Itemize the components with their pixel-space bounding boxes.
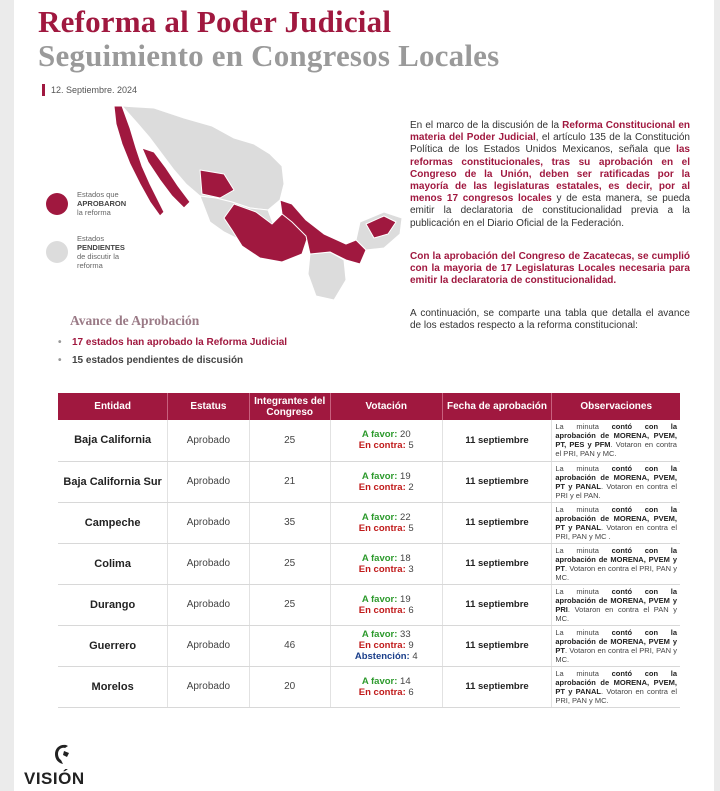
vote-abstencion [334,651,439,662]
cell-observaciones: La minuta contó con la aprobación de MORENA, PVEM, PT y PANAL. Votaron en contra el PRI, PAN y MC . [552,502,680,543]
header-estatus: Estatus [168,393,249,420]
vision-logo [24,742,94,791]
cell-fecha: 11 septiembre [442,420,552,461]
vote-contra-label: En contra: [358,481,406,493]
cell-votacion [330,502,442,543]
vote-favor-label: A favor: [361,511,398,523]
cell-estatus: Aprobado [168,584,249,625]
table-row [58,461,680,502]
cell-observaciones: La minuta contó con la aprobación de MORENA, PVEM, PT, PES y PFM. Votaron en contra el PRI, PAN y MC. [552,420,680,461]
cell-estatus: Aprobado [168,502,249,543]
vote-contra [334,640,439,651]
cell-estatus: Aprobado [168,543,249,584]
cell-votacion [330,420,442,461]
header-fecha: Fecha de aprobación [442,393,552,420]
cell-votacion [330,461,442,502]
vote-favor [334,553,439,564]
cell-entidad: Colima [58,543,168,584]
cell-integrantes: 25 [249,420,330,461]
cell-votacion [330,584,442,625]
vote-contra-value: 6 [408,604,414,616]
vote-contra-label: En contra: [358,640,406,651]
vote-favor-label: A favor: [361,429,398,441]
cell-estatus: Aprobado [168,420,249,461]
cell-estatus: Aprobado [168,461,249,502]
horse-icon [50,742,74,768]
vote-favor-value: 20 [400,429,411,441]
legend-approved-text: Estados que APROBARON la reforma [77,190,127,217]
header-entidad: Entidad [58,393,168,420]
legend-pending-text: Estados PENDIENTES de discutir la reforma [77,234,125,270]
cell-observaciones: La minuta contó con la aprobación de MORENA, PVEM y PRI. Votaron en contra el PAN y MC. [552,584,680,625]
cell-entidad: Durango [58,584,168,625]
title-main: Reforma al Poder Judicial [38,4,392,39]
vote-contra-label: En contra: [358,563,406,575]
vote-contra-label: En contra: [358,522,406,534]
cell-integrantes: 21 [249,461,330,502]
intro-paragraph-3: A continuación, se comparte una tabla que detalla el avance de los estados respecto a la reforma constitucional: [410,308,690,332]
cell-integrantes: 25 [249,543,330,584]
legend-pending-swatch [46,241,68,263]
states-table [58,393,680,708]
cell-integrantes: 35 [249,502,330,543]
avance-title: Avance de Aprobación [70,313,200,328]
vote-contra-label: En contra: [358,686,406,698]
cell-integrantes: 46 [249,625,330,666]
vote-contra [334,440,439,451]
cell-votacion [330,625,442,666]
cell-estatus: Aprobado [168,666,249,707]
vote-abstencion-value: 4 [412,651,418,662]
title-subtitle: Seguimiento en Congresos Locales [38,38,500,73]
cell-observaciones: La minuta contó con la aprobación de MORENA, PVEM y PT. Votaron en contra el PRI, PAN y MC. [552,625,680,666]
cell-fecha: 11 septiembre [442,666,552,707]
vote-favor-value: 33 [400,629,411,640]
legend-approved [46,190,126,217]
cell-integrantes: 25 [249,584,330,625]
table-row [58,543,680,584]
document-page [14,0,714,791]
table-row [58,625,680,666]
cell-votacion [330,543,442,584]
logo-text: VISIÓN [24,769,85,788]
header-votacion: Votación [330,393,442,420]
cell-entidad: Morelos [58,666,168,707]
vote-favor [334,429,439,440]
cell-estatus: Aprobado [168,625,249,666]
vote-favor-label: A favor: [361,552,398,564]
vote-favor [334,629,439,640]
vote-contra-label: En contra: [358,604,406,616]
avance-item-approved: • 17 estados han aprobado la Reforma Judicial [58,334,287,352]
table-row [58,666,680,707]
intro-paragraph-1: En el marco de la discusión de la Reforma Constitucional en materia del Poder Judicial, el artículo 135 de la Constitución Política de los Estados Unidos Mexicanos, señala que las reformas constitucionales, tras su aprobación en el Congreso de la Unión, deben ser ratificadas por la mayoría de las legislaturas estatales, es decir, por al menos 17 congresos locales y de esta manera, se pueda emitir la declaratoria de constitucionalidad previa a la publicación en el Diario Oficial de la Federación. [410,120,691,229]
vote-favor-label: A favor: [361,629,398,640]
map-region-pending-southeast [308,252,346,300]
cell-votacion [330,666,442,707]
vote-contra-value: 2 [408,481,414,493]
cell-fecha: 11 septiembre [442,543,552,584]
vote-favor-value: 14 [400,675,411,687]
vote-contra-value: 3 [408,563,414,575]
table-row [58,420,680,461]
header-observaciones: Observaciones [552,393,680,420]
cell-fecha: 11 septiembre [442,625,552,666]
legend-approved-swatch [46,193,68,215]
avance-item-pending: • 15 estados pendientes de discusión [58,352,287,370]
table-header-row [58,393,680,420]
vote-contra-value: 9 [408,640,414,651]
cell-entidad: Campeche [58,502,168,543]
vote-favor-value: 19 [400,470,411,482]
cell-integrantes: 20 [249,666,330,707]
vote-favor [334,512,439,523]
table-body [58,420,680,707]
avance-list [58,334,287,370]
legend-pending [46,234,125,270]
cell-fecha: 11 septiembre [442,584,552,625]
publication-date: 12. Septiembre. 2024 [42,84,137,96]
vote-contra-label: En contra: [358,440,406,452]
vote-favor [334,471,439,482]
vote-favor [334,676,439,687]
vote-favor-value: 22 [400,511,411,523]
intro-paragraph-2: Con la aprobación del Congreso de Zacatecas, se cumplió con la mayoria de 17 Legislaturas Locales necesaria para emitir la declaratoria de constitucionalidad. [410,251,690,287]
mexico-map [84,104,404,304]
header-integrantes: Integrantes del Congreso [249,393,330,420]
vote-favor-label: A favor: [361,675,398,687]
vote-contra-value: 5 [408,522,414,534]
table-row [58,584,680,625]
vote-favor [334,594,439,605]
table-row [58,502,680,543]
vote-abstencion-label: Abstención: [354,651,410,662]
vote-favor-label: A favor: [361,593,398,605]
vote-favor-value: 18 [400,552,411,564]
vote-contra [334,564,439,575]
cell-fecha: 11 septiembre [442,502,552,543]
vote-contra-value: 6 [408,686,414,698]
vote-favor-label: A favor: [361,470,398,482]
vote-contra-value: 5 [408,440,414,452]
cell-observaciones: La minuta contó con la aprobación de MORENA, PVEM y PT. Votaron en contra el PRI, PAN y MC. [552,543,680,584]
vote-contra [334,605,439,616]
cell-observaciones: La minuta contó con la aprobación de MORENA, PVEM, PT y PANAL. Votaron en contra el PRI y el PAN. [552,461,680,502]
vote-contra [334,482,439,493]
cell-fecha: 11 septiembre [442,461,552,502]
cell-entidad: Baja California Sur [58,461,168,502]
cell-entidad: Guerrero [58,625,168,666]
vote-contra [334,687,439,698]
vote-contra [334,523,439,534]
cell-entidad: Baja California [58,420,168,461]
cell-observaciones: La minuta contó con la aprobación de MORENA, PVEM, PT y PANAL. Votaron en contra el PRI, PAN y MC. [552,666,680,707]
vote-favor-value: 19 [400,593,411,605]
